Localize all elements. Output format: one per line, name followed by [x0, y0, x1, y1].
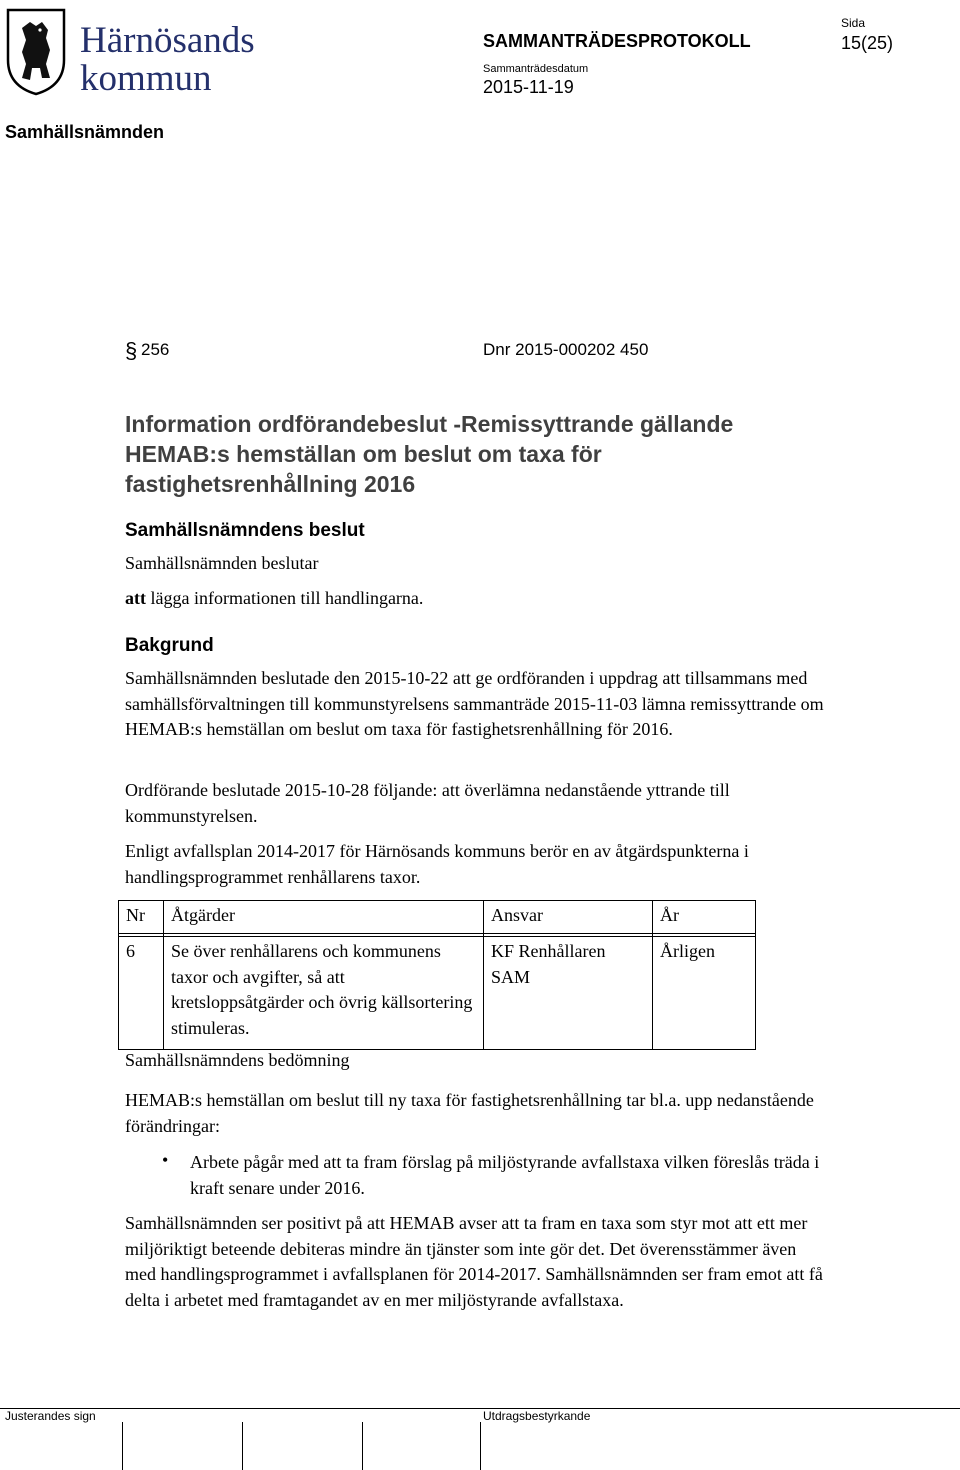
decision-intro: Samhällsnämnden beslutar	[125, 553, 319, 573]
table-header-row	[119, 901, 756, 934]
decision-heading: Samhällsnämndens beslut	[125, 520, 365, 541]
municipality-name	[80, 22, 255, 98]
header-nr: Nr	[119, 901, 164, 934]
header-actions: Åtgärder	[164, 901, 484, 934]
row-action: Se över renhållarens och kommunens taxor och avgifter, så att kretsloppsåtgärder och övrig källsortering stimuleras.	[164, 937, 484, 1050]
municipality-line2: kommun	[80, 58, 212, 99]
assessment-paragraph-2: Samhällsnämnden ser positivt på att HEMAB avser att ta fram en taxa som styr mot att ett mer miljöriktigt beteende debiteras mindre än tjänster som inte gör det. Det överensstämmer även med handlingsprogrammet i avfallsplanen för 2014-2017. Samhällsnämnden ser fram emot att få delta i arbetet med framtagandet av en mer miljöstyrande avfallstaxa.	[125, 1213, 823, 1310]
header-year: År	[653, 901, 756, 934]
signature-box-divider	[242, 1422, 243, 1470]
background-paragraph-3: Enligt avfallsplan 2014-2017 för Härnösands kommuns berör en av åtgärdspunkterna i handlingsprogrammet renhållarens taxor.	[125, 841, 749, 887]
case-title: Information ordförandebeslut -Remissyttrande gällande HEMAB:s hemställan om beslut om taxa för fastighetsrenhållning 2016	[125, 411, 734, 497]
diary-number: Dnr 2015-000202 450	[483, 340, 649, 359]
bullet-icon: •	[162, 1150, 169, 1170]
table-row	[119, 937, 756, 1050]
signature-footer	[0, 1408, 960, 1470]
paragraph-mark: §	[125, 338, 138, 363]
page-label: Sida	[841, 16, 866, 30]
row-responsible: KF Renhållaren SAM	[484, 937, 653, 1050]
signature-box-divider	[362, 1422, 363, 1470]
committee-name: Samhällsnämnden	[5, 122, 165, 142]
row-year: Årligen	[653, 937, 756, 1050]
municipality-line1: Härnösands	[80, 20, 255, 61]
decision-text	[125, 588, 423, 609]
assessment-paragraph-1: HEMAB:s hemställan om beslut till ny taxa för fastighetsrenhållning tar bl.a. upp nedanstående förändringar:	[125, 1090, 814, 1136]
background-paragraph-2: Ordförande beslutade 2015-10-28 följande: att överlämna nedanstående yttrande till kommunstyrelsen.	[125, 780, 730, 826]
signature-box-divider	[122, 1422, 123, 1470]
meeting-date-value: 2015-11-19	[483, 77, 574, 97]
signature-box-divider	[480, 1422, 481, 1470]
meeting-date-label: Sammanträdesdatum	[483, 63, 589, 75]
protocol-title: SAMMANTRÄDESPROTOKOLL	[483, 31, 751, 51]
assessment-heading: Samhällsnämndens bedömning	[125, 1050, 353, 1071]
background-heading: Bakgrund	[125, 635, 214, 656]
sign-label: Justerandes sign	[5, 1409, 96, 1423]
page-number: 15(25)	[841, 33, 894, 53]
att-keyword: att	[125, 588, 146, 608]
row-nr: 6	[119, 937, 164, 1050]
coat-of-arms-logo	[6, 8, 66, 96]
header-responsible: Ansvar	[484, 901, 653, 934]
paragraph-number: 256	[141, 340, 170, 359]
bullet-item: Arbete pågår med att ta fram förslag på miljöstyrande avfallstaxa vilken föreslås träda i kraft senare under 2016.	[190, 1152, 820, 1198]
background-paragraph-1: Samhällsnämnden beslutade den 2015-10-22 att ge ordföranden i uppdrag att tillsammans med samhällsförvaltningen till kommunstyrelsens sammanträde 2015-11-03 lämna remissyttrande om HEMAB:s hemställan om beslut om taxa för fastighetsrenhållning för 2016.	[125, 668, 824, 739]
actions-table	[118, 900, 756, 1050]
certify-label: Utdragsbestyrkande	[483, 1409, 591, 1423]
decision-body: lägga informationen till handlingarna.	[146, 588, 424, 608]
